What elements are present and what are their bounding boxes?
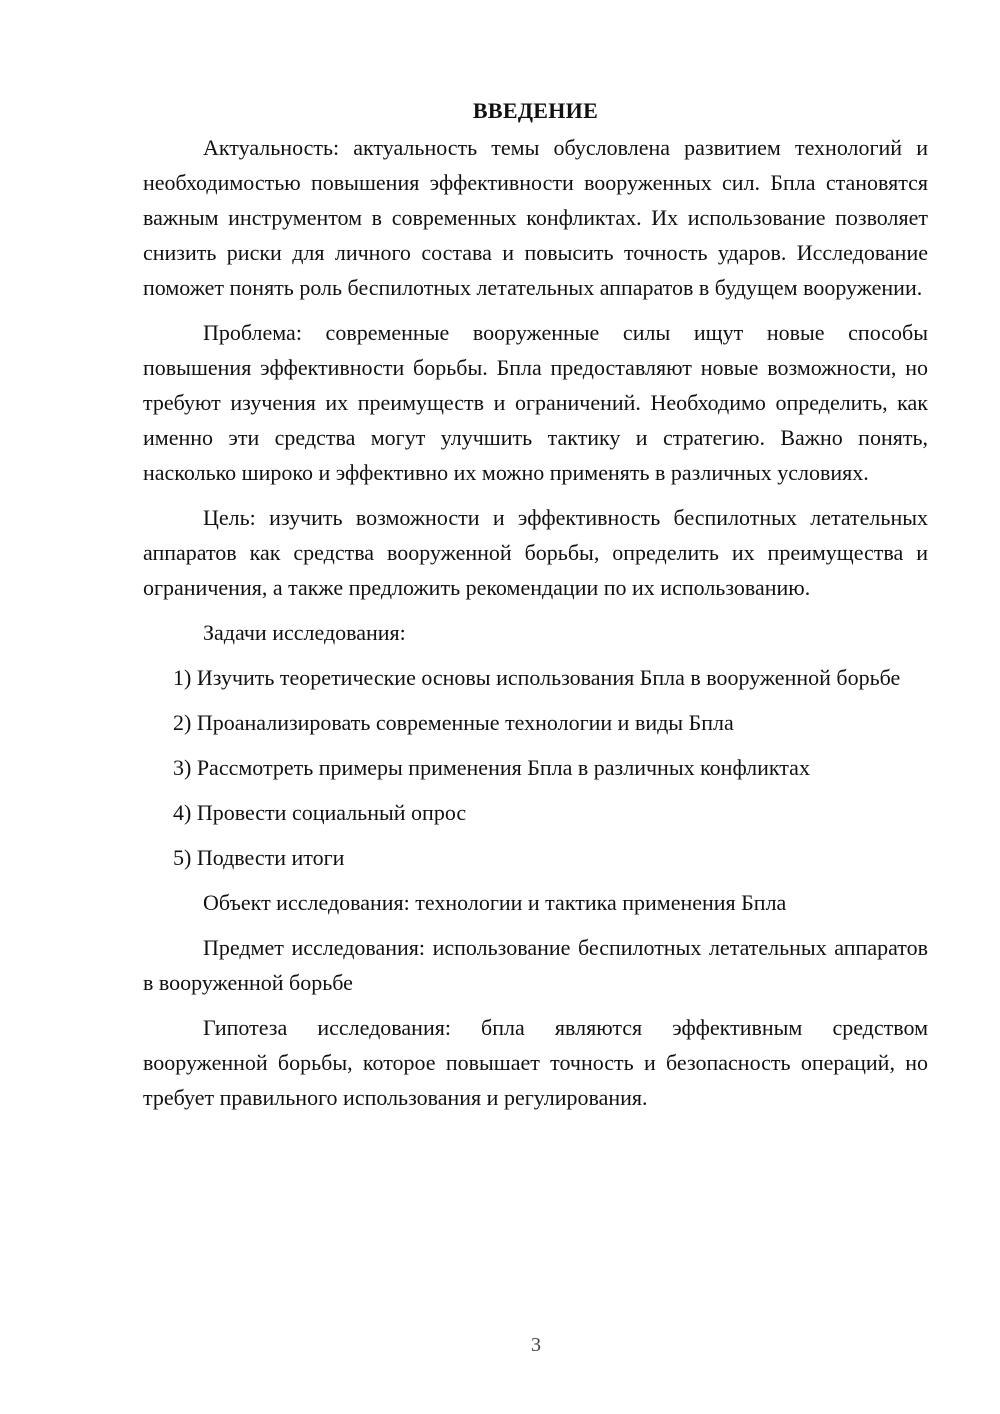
page-title: ВВЕДЕНИЕ [472,98,599,123]
relevance-paragraph: Актуальность: актуальность темы обусловлена развитием технологий и необходимостью повышения эффективности вооруженных сил. Бпла становятся важным инструментом в современных конфликтах. Их использование позволяет снизить риски для личного состава и повысить точность ударов. Исследование поможет понять роль беспилотных летательных аппаратов в будущем вооружении. [143,135,928,300]
document-page [143,96,928,1125]
page-number: 3 [531,1334,541,1356]
hypothesis-paragraph: Гипотеза исследования: бпла являются эффективным средством вооруженной борьбы, которое повышает точность и безопасность операций, но требует правильного использования и регулирования. [143,1015,928,1110]
task-item-3: 3) Рассмотреть примеры применения Бпла в различных конфликтах [173,755,810,780]
task-item-2: 2) Проанализировать современные технологии и виды Бпла [173,710,734,735]
task-item-5: 5) Подвести итоги [173,845,345,870]
goal-paragraph: Цель: изучить возможности и эффективность беспилотных летательных аппаратов как средства вооруженной борьбы, определить их преимущества и ограничения, а также предложить рекомендации по их использованию. [143,505,928,600]
problem-paragraph: Проблема: современные вооруженные силы ищут новые способы повышения эффективности борьбы. Бпла предоставляют новые возможности, но требуют изучения их преимуществ и ограничений. Необходимо определить, как именно эти средства могут улучшить тактику и стратегию. Важно понять, насколько широко и эффективно их можно применять в различных условиях. [143,320,928,485]
object-paragraph: Объект исследования: технологии и тактика применения Бпла [203,890,787,915]
tasks-title: Задачи исследования: [203,620,406,645]
task-item-1: 1) Изучить теоретические основы использования Бпла в вооруженной борьбе [173,665,901,690]
task-item-4: 4) Провести социальный опрос [173,800,467,825]
subject-paragraph: Предмет исследования: использование беспилотных летательных аппаратов в вооруженной борьбе [143,935,928,995]
